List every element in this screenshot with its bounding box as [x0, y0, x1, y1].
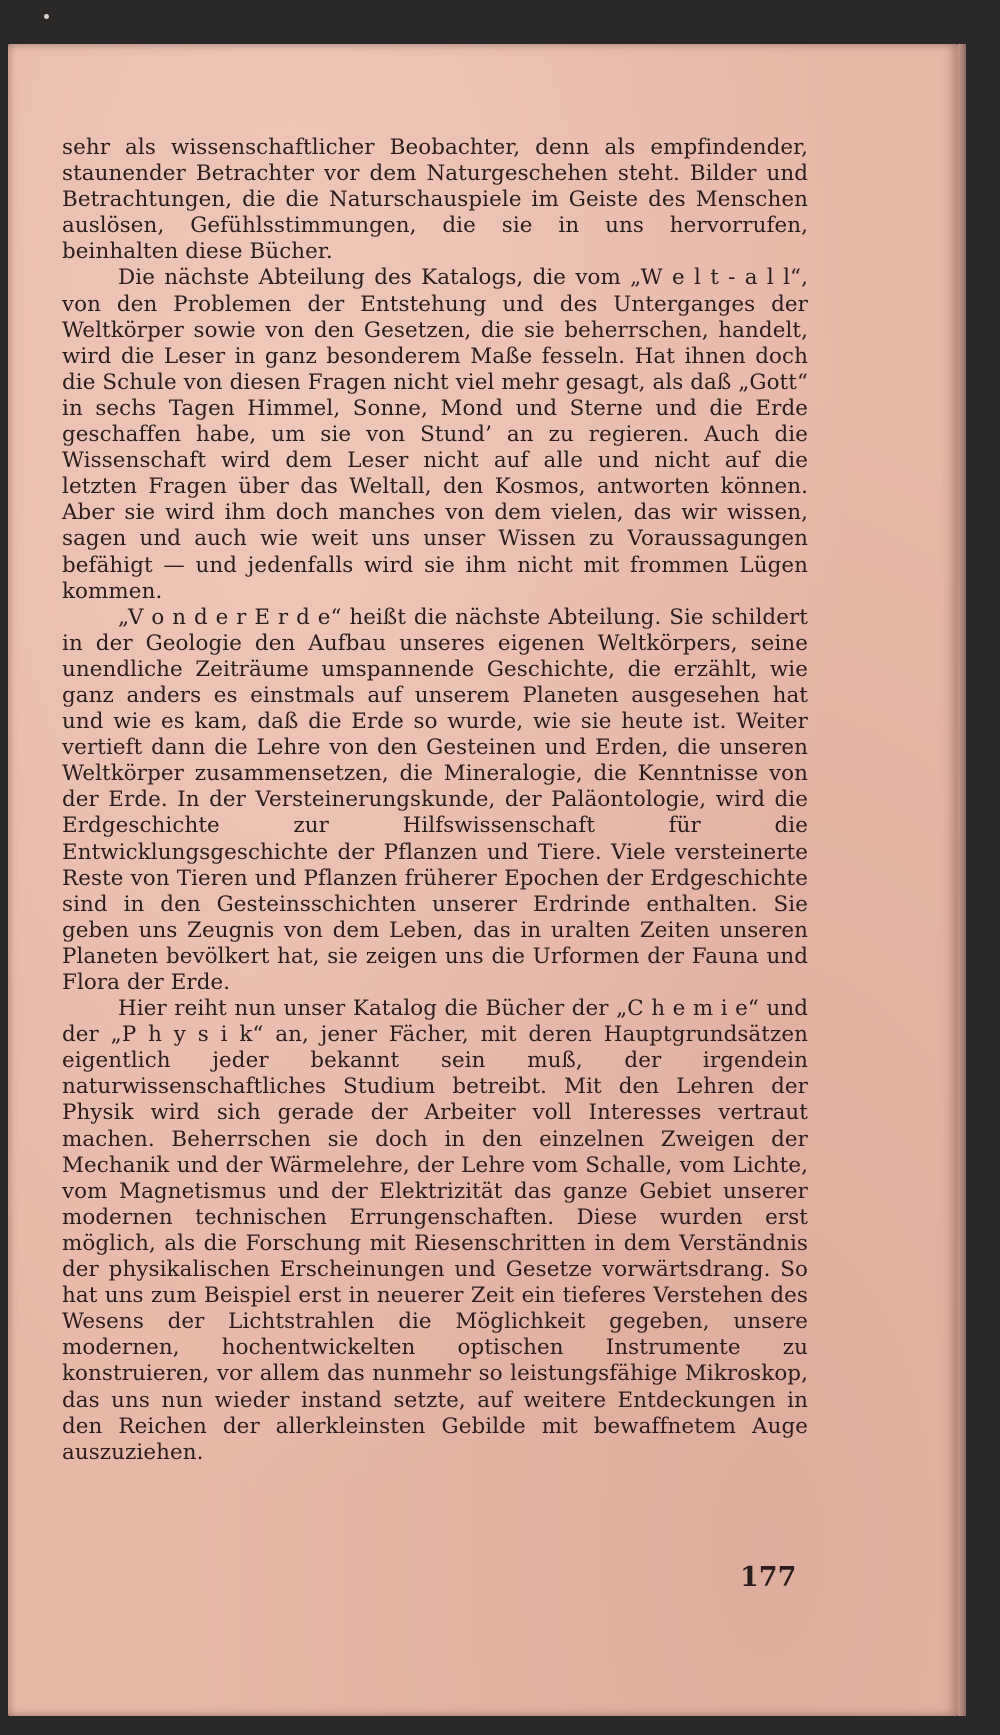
dust-speck	[44, 14, 49, 19]
paragraph-4: Hier reiht nun unser Katalog die Bücher der „C h e m i e“ und der „P h y s i k“ an, jener Fächer, mit deren Hauptgrundsätzen eigentlich jeder bekannt sein muß, der irgendein naturwissenschaftliches Studium betreibt. Mit den Lehren der Physik wird sich gerade der Arbeiter voll Interesses vertraut machen. Beherrschen sie doch in den einzelnen Zweigen der Mechanik und der Wärmelehre, der Lehre vom Schalle, vom Lichte, vom Magnetismus und der Elektrizität das ganze Gebiet unserer modernen technischen Errungenschaften. Diese wurden erst möglich, als die Forschung mit Riesenschritten in dem Verständnis der physikalischen Erscheinungen und Gesetze vorwärtsdrang. So hat uns zum Beispiel erst in neuerer Zeit ein tieferes Verstehen des Wesens der Lichtstrahlen die Möglichkeit gegeben, unsere modernen, hochentwickelten optischen Instrumente zu konstruieren, vor allem das nunmehr so leistungsfähige Mikroskop, das uns nun wieder instand setzte, auf weitere Entdeckungen in den Reichen der allerkleinsten Gebilde mit bewaffnetem Auge auszuziehen.	[62, 996, 808, 1465]
paragraph-2: Die nächste Abteilung des Katalogs, die vom „W e l t - a l l“, von den Problemen der Entstehung und des Unterganges der Weltkörper sowie von den Gesetzen, die sie beherrschen, handelt, wird die Leser in ganz besonderem Maße fesseln. Hat ihnen doch die Schule von diesen Fragen nicht viel mehr gesagt, als daß „Gott“ in sechs Tagen Himmel, Sonne, Mond und Sterne und die Erde geschaffen habe, um sie von Stund’ an zu regieren. Auch die Wissenschaft wird dem Leser nicht auf alle und nicht auf die letzten Fragen über das Weltall, den Kosmos, antworten können. Aber sie wird ihm doch manches von dem vielen, das wir wissen, sagen und auch wie weit uns unser Wissen zu Voraussagungen befähigt — und jedenfalls wird sie ihm nicht mit frommen Lügen kommen.	[62, 265, 808, 604]
paragraph-1: sehr als wissenschaftlicher Beobachter, denn als empfindender, staunender Betrachter vor dem Naturgeschehen steht. Bilder und Betrachtungen, die die Naturschauspiele im Geiste des Menschen auslösen, Gefühlsstimmungen, die sie in uns hervorrufen, beinhalten diese Bücher.	[62, 135, 808, 265]
page-number: 177	[740, 1562, 797, 1593]
page-edge	[958, 44, 966, 1716]
body-text	[62, 135, 808, 1466]
paragraph-3: „V o n d e r E r d e“ heißt die nächste Abteilung. Sie schildert in der Geologie den Aufbau unseres eigenen Weltkörpers, seine unendliche Zeiträume umspannende Geschichte, die erzählt, wie ganz anders es einstmals auf unserem Planeten ausgesehen hat und wie es kam, daß die Erde so wurde, wie sie heute ist. Weiter vertieft dann die Lehre von den Gesteinen und Erden, die unseren Weltkörper zusammensetzen, die Mineralogie, die Kenntnisse von der Erde. In der Versteinerungskunde, der Paläontologie, wird die Erdgeschichte zur Hilfswissenschaft für die Entwicklungsgeschichte der Pflanzen und Tiere. Viele versteinerte Reste von Tieren und Pflanzen früherer Epochen der Erdgeschichte sind in den Gesteinsschichten unserer Erdrinde enthalten. Sie geben uns Zeugnis von dem Leben, das in uralten Zeiten unseren Planeten bevölkert hat, sie zeigen uns die Urformen der Fauna und Flora der Erde.	[62, 604, 808, 995]
